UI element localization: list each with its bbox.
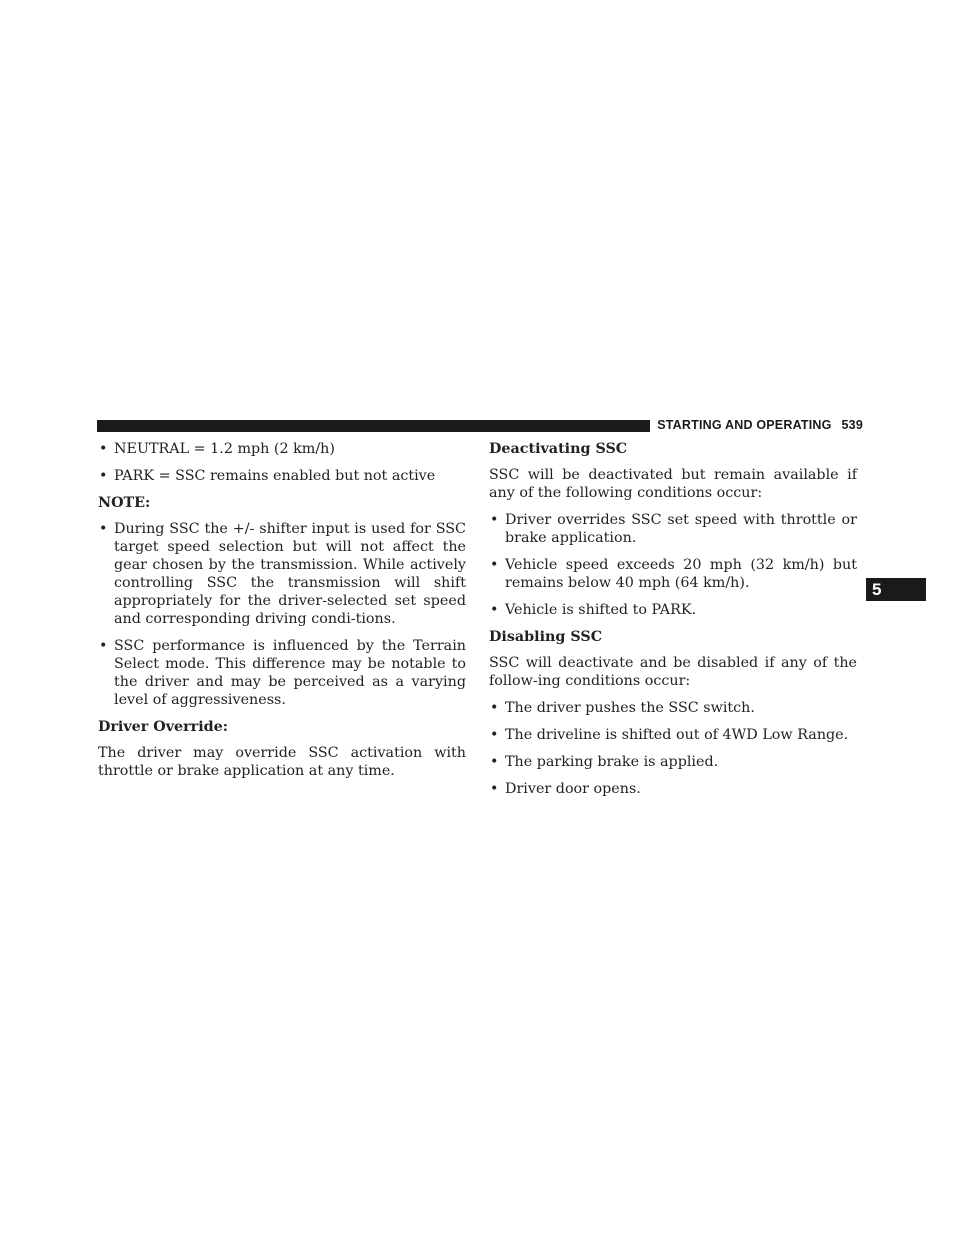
list-item: • PARK = SSC remains enabled but not active — [98, 467, 466, 485]
list-item: • The driveline is shifted out of 4WD Low Range. — [489, 726, 857, 744]
speed-list — [98, 440, 466, 485]
list-item: • SSC performance is influenced by the Terrain Select mode. This difference may be notable to the driver and may be perceived as a varying level of aggressiveness. — [98, 637, 466, 709]
override-paragraph: The driver may override SSC activation with throttle or brake application at any time. — [98, 745, 466, 779]
left-column — [98, 440, 466, 789]
disabling-heading: Disabling SSC — [489, 629, 603, 645]
note-heading: NOTE: — [98, 495, 151, 511]
note-list — [98, 520, 466, 709]
list-item: • Driver overrides SSC set speed with throttle or brake application. — [489, 511, 857, 547]
list-item: • The parking brake is applied. — [489, 753, 857, 771]
section-title: STARTING AND OPERATING — [657, 418, 832, 432]
list-item: • Vehicle speed exceeds 20 mph (32 km/h) but remains below 40 mph (64 km/h). — [489, 556, 857, 592]
running-header — [657, 418, 863, 432]
list-item: • Vehicle is shifted to PARK. — [489, 601, 857, 619]
disabling-list — [489, 699, 857, 798]
list-item: • During SSC the +/- shifter input is used for SSC target speed selection but will not affect the gear chosen by the transmission. While actively controlling SSC the transmission will shift appropriately for the driver-selected set speed and corresponding driving condi-tions. — [98, 520, 466, 628]
deactivating-heading: Deactivating SSC — [489, 441, 628, 457]
chapter-tab: 5 — [866, 578, 926, 601]
override-heading: Driver Override: — [98, 719, 228, 735]
disabling-intro: SSC will deactivate and be disabled if any of the follow-ing conditions occur: — [489, 655, 857, 689]
deactivating-intro: SSC will be deactivated but remain available if any of the following conditions occur: — [489, 467, 857, 501]
page-number: 539 — [841, 418, 863, 432]
right-column — [489, 440, 857, 807]
list-item: • NEUTRAL = 1.2 mph (2 km/h) — [98, 440, 466, 458]
list-item: • Driver door opens. — [489, 780, 857, 798]
list-item: • The driver pushes the SSC switch. — [489, 699, 857, 717]
header-rule — [97, 420, 650, 432]
deactivating-list — [489, 511, 857, 619]
